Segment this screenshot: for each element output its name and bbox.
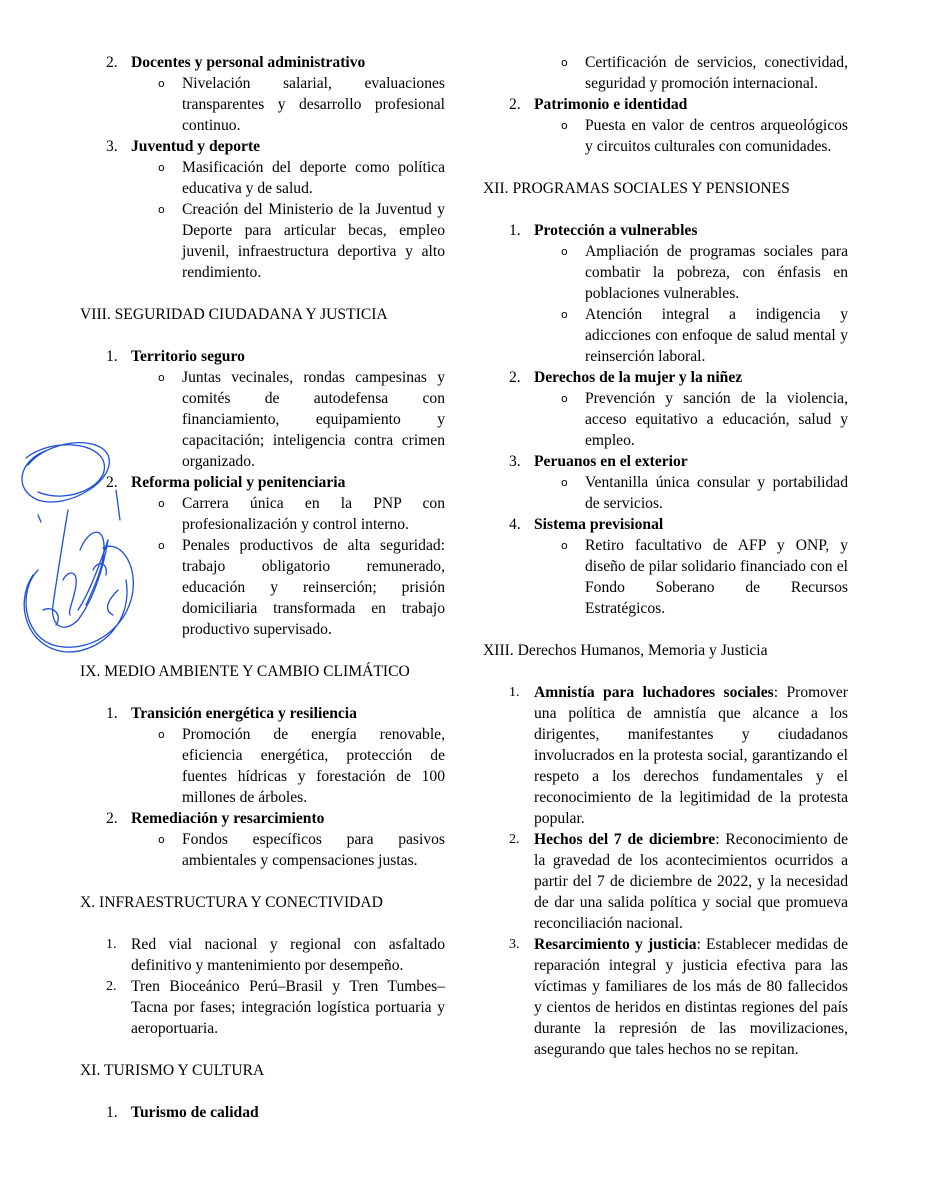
section-heading: XII. PROGRAMAS SOCIALES Y PENSIONES <box>483 180 790 197</box>
right-column <box>483 52 848 1060</box>
list-item: 3. Resarcimiento y justicia: Establecer medidas de reparación integral y justicia efectiva para las víctimas y familiares de los más de 80 fallecidos y cientos de heridos en distintas regiones del país durante la represión de las movilizaciones, asegurando que tales hechos no se repitan. <box>509 936 848 1058</box>
item-number: 1. <box>106 348 118 365</box>
list-item <box>483 94 848 115</box>
item-number: 3. <box>509 937 520 952</box>
list-item <box>483 451 848 472</box>
list-item <box>80 1102 445 1123</box>
bullet-circle-icon: o <box>561 392 568 405</box>
item-number: 1. <box>106 705 118 722</box>
item-number: 4. <box>509 516 521 533</box>
section-heading: X. INFRAESTRUCTURA Y CONECTIVIDAD <box>80 894 383 911</box>
item-number: 1. <box>509 685 520 700</box>
bullet-item: o Fondos específicos para pasivos ambientales y compensaciones justas. <box>158 831 445 869</box>
bullet-circle-icon: o <box>158 371 165 384</box>
item-title: Peruanos en el exterior <box>534 453 688 470</box>
item-number: 2. <box>106 54 118 71</box>
item-number: 2. <box>106 474 118 491</box>
item-title: Hechos del 7 de diciembre <box>534 831 716 848</box>
item-title: Patrimonio e identidad <box>534 96 688 113</box>
bullet-circle-icon: o <box>561 476 568 489</box>
bullet-circle-icon: o <box>158 497 165 510</box>
item-number: 3. <box>509 453 521 470</box>
bullet-item: o Masificación del deporte como política educativa y de salud. <box>158 159 445 197</box>
item-title: Sistema previsional <box>534 516 664 533</box>
bullet-item: o Certificación de servicios, conectividad, seguridad y promoción internacional. <box>561 54 848 92</box>
item-title: Remediación y resarcimiento <box>131 810 325 827</box>
item-title: Territorio seguro <box>131 348 245 365</box>
bullet-item: o Retiro facultativo de AFP y ONP, y diseño de pilar solidario financiado con el Fondo Soberano de Recursos Estratégicos. <box>561 537 848 617</box>
item-title: Reforma policial y penitenciaria <box>131 474 346 491</box>
item-number: 1. <box>106 937 117 952</box>
bullet-circle-icon: o <box>158 203 165 216</box>
section-heading: XIII. Derechos Humanos, Memoria y Justicia <box>483 642 768 659</box>
list-item: 1. Red vial nacional y regional con asfaltado definitivo y mantenimiento por desempeño. <box>106 936 445 974</box>
item-number: 3. <box>106 138 118 155</box>
list-item <box>80 808 445 829</box>
bullet-circle-icon: o <box>561 56 568 69</box>
section-heading: IX. MEDIO AMBIENTE Y CAMBIO CLIMÁTICO <box>80 663 410 680</box>
item-number: 2. <box>509 96 521 113</box>
bullet-circle-icon: o <box>561 539 568 552</box>
bullet-item: o Creación del Ministerio de la Juventud y Deporte para articular becas, empleo juvenil, infraestructura deportiva y alto rendimiento. <box>158 201 445 281</box>
item-title: Docentes y personal administrativo <box>131 54 366 71</box>
list-item: 1. Amnistía para luchadores sociales: Promover una política de amnistía que alcance a los dirigentes, manifestantes y ciudadanos involucrados en la protesta social, garantizando el respeto a los derechos fundamentales y el reconocimiento de la legitimidad de la protesta popular. <box>509 684 848 827</box>
item-title: Juventud y deporte <box>131 138 261 155</box>
bullet-circle-icon: o <box>158 728 165 741</box>
item-number: 2. <box>106 810 118 827</box>
item-title: Amnistía para luchadores sociales <box>534 684 774 701</box>
list-item <box>483 367 848 388</box>
list-item <box>80 52 445 73</box>
bullet-item: o Penales productivos de alta seguridad: trabajo obligatorio remunerado, educación y reinserción; prisión domiciliaria transformada en trabajo productivo supervisado. <box>158 537 445 638</box>
bullet-circle-icon: o <box>561 119 568 132</box>
bullet-item: o Ampliación de programas sociales para combatir la pobreza, con énfasis en poblaciones vulnerables. <box>561 243 848 302</box>
signature-icon <box>8 430 143 670</box>
item-title: Resarcimiento y justicia <box>534 936 697 953</box>
bullet-circle-icon: o <box>158 833 165 846</box>
list-item <box>483 514 848 535</box>
list-item <box>80 136 445 157</box>
item-title: Transición energética y resiliencia <box>131 705 357 722</box>
section-heading: XI. TURISMO Y CULTURA <box>80 1062 265 1079</box>
bullet-item: o Promoción de energía renovable, eficiencia energética, protección de fuentes hídricas y forestación de 100 millones de árboles. <box>158 726 445 806</box>
item-number: 2. <box>509 832 520 847</box>
item-title: Turismo de calidad <box>131 1104 259 1121</box>
list-item <box>80 703 445 724</box>
item-number: 1. <box>106 1104 118 1121</box>
list-item <box>80 346 445 367</box>
bullet-circle-icon: o <box>158 77 165 90</box>
item-title: Protección a vulnerables <box>534 222 698 239</box>
bullet-circle-icon: o <box>158 539 165 552</box>
list-item: 2. Hechos del 7 de diciembre: Reconocimiento de la gravedad de los acontecimientos ocurridos a partir del 7 de diciembre de 2022, y la necesidad de dar una salida política y social que promueva reconciliación nacional. <box>509 831 848 932</box>
bullet-item: o Juntas vecinales, rondas campesinas y comités de autodefensa con financiamiento, equipamiento y capacitación; inteligencia contra crimen organizado. <box>158 369 445 470</box>
item-number: 2. <box>509 369 521 386</box>
bullet-circle-icon: o <box>561 245 568 258</box>
item-title: Derechos de la mujer y la niñez <box>534 369 743 386</box>
bullet-item: o Puesta en valor de centros arqueológicos y circuitos culturales con comunidades. <box>561 117 848 155</box>
bullet-item: o Prevención y sanción de la violencia, acceso equitativo a educación, salud y empleo. <box>561 390 848 449</box>
bullet-item: o Carrera única en la PNP con profesionalización y control interno. <box>158 495 445 533</box>
list-item <box>483 220 848 241</box>
bullet-circle-icon: o <box>158 161 165 174</box>
bullet-item: o Atención integral a indigencia y adicciones con enfoque de salud mental y reinserción laboral. <box>561 306 848 365</box>
bullet-circle-icon: o <box>561 308 568 321</box>
section-heading: VIII. SEGURIDAD CIUDADANA Y JUSTICIA <box>80 306 388 323</box>
item-number: 2. <box>106 979 117 994</box>
bullet-item: o Ventanilla única consular y portabilidad de servicios. <box>561 474 848 512</box>
item-number: 1. <box>509 222 521 239</box>
bullet-item: o Nivelación salarial, evaluaciones transparentes y desarrollo profesional continuo. <box>158 75 445 134</box>
list-item: 2. Tren Bioceánico Perú–Brasil y Tren Tumbes–Tacna por fases; integración logística portuaria y aeroportuaria. <box>106 978 445 1037</box>
